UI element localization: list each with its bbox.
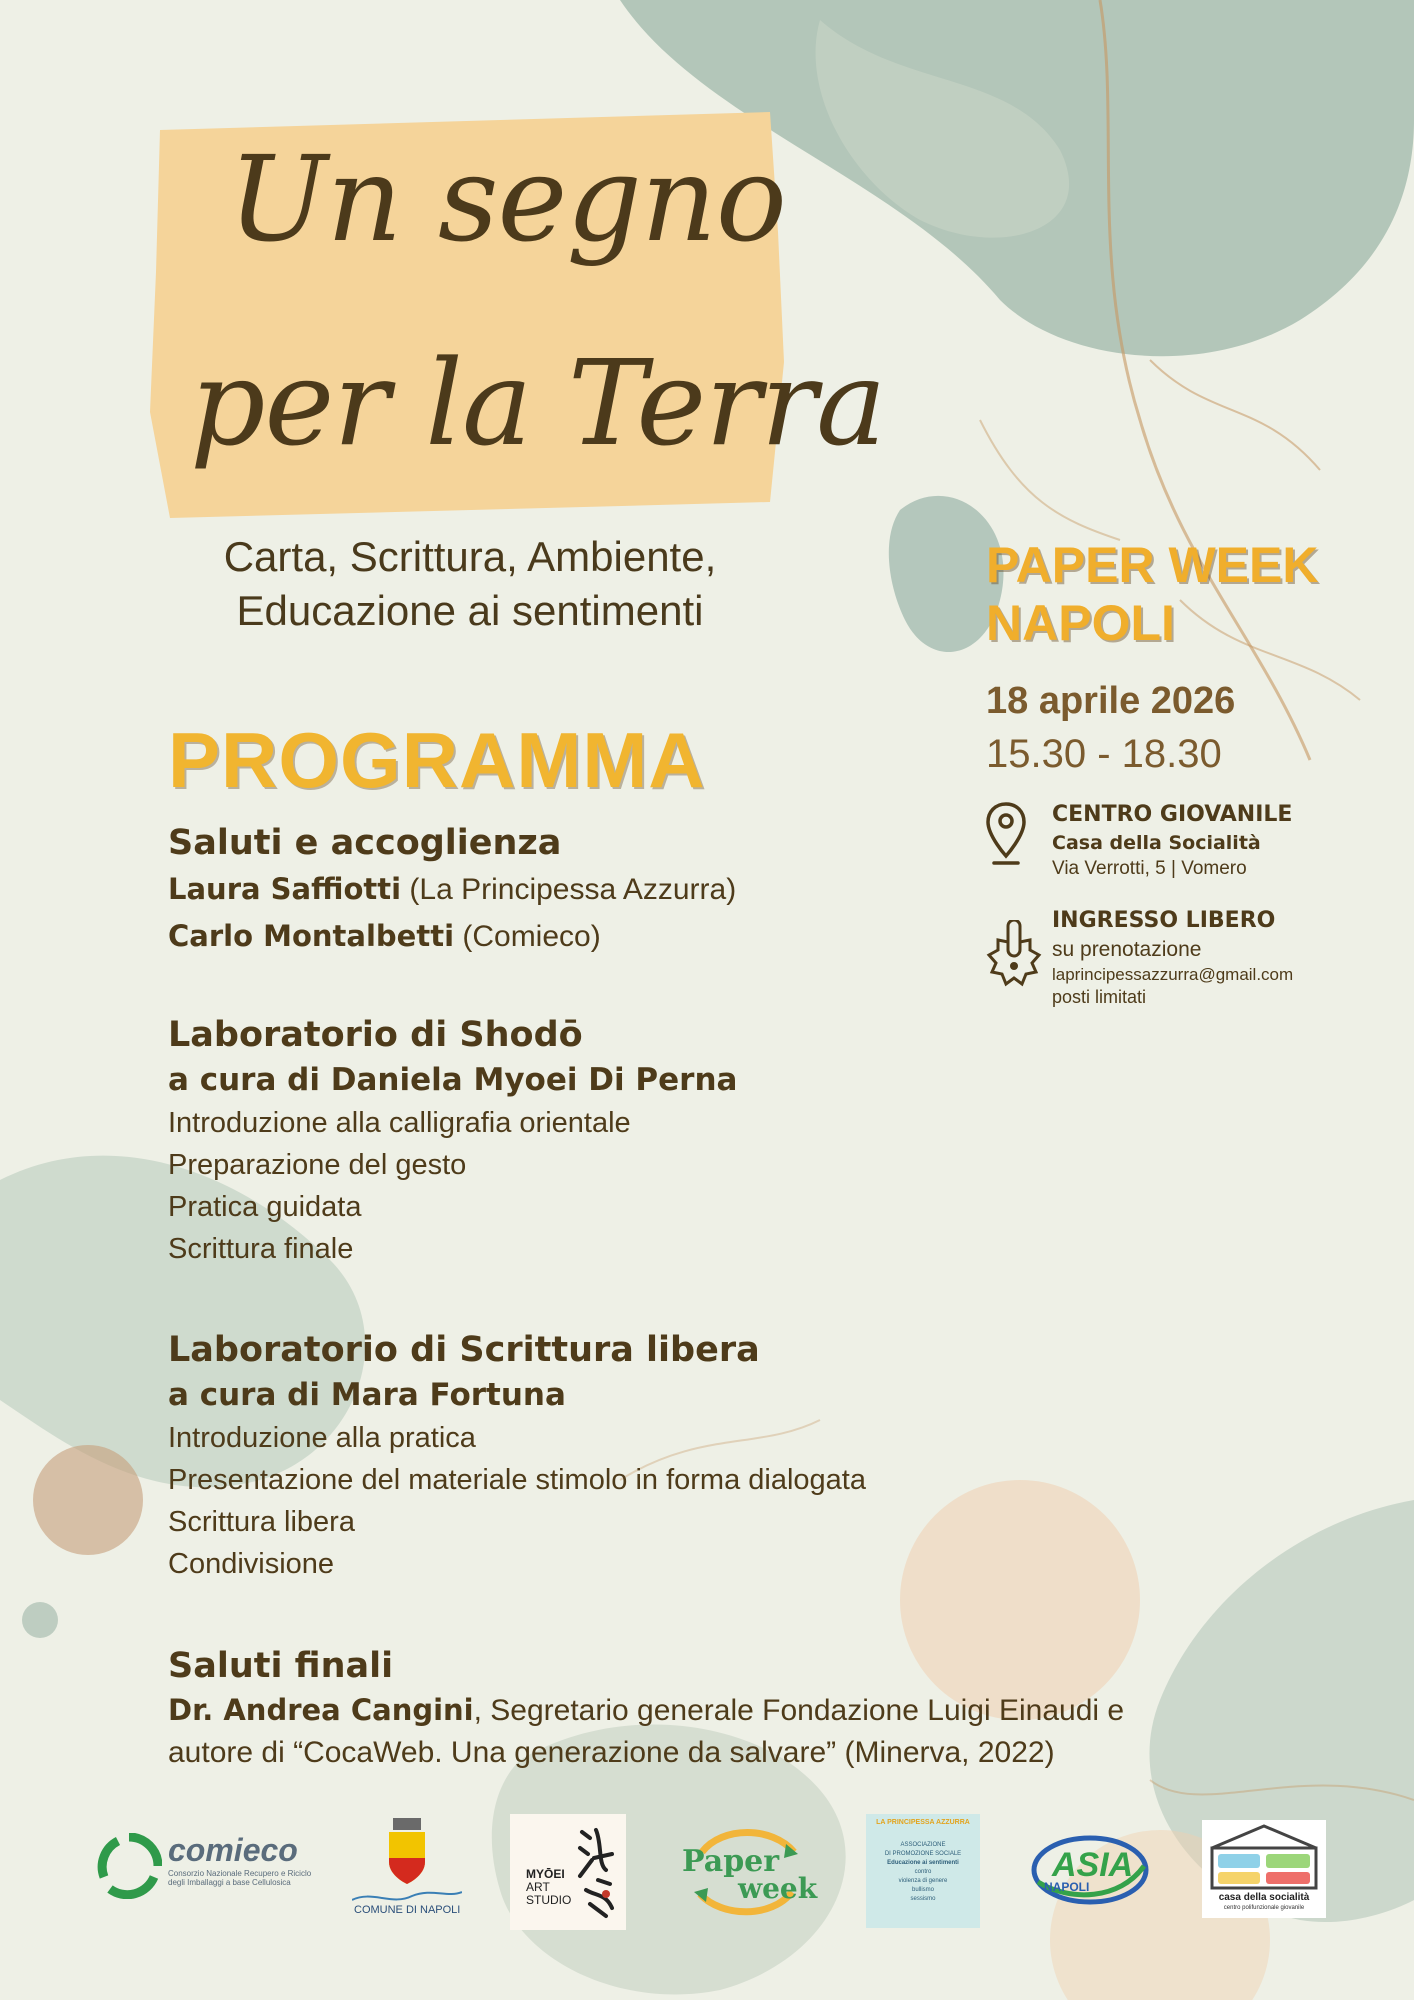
closing-speaker: Dr. Andrea Cangini — [168, 1693, 474, 1727]
principessa-line: contro — [914, 1869, 932, 1875]
myoei-line-1: MYŌEI — [526, 1867, 565, 1881]
entry-email: laprincipessazzurra@gmail.com — [1052, 965, 1294, 984]
subtitle-line-1: Carta, Scrittura, Ambiente, — [223, 533, 717, 580]
comieco-sub-1: Consorzio Nazionale Recupero e Riciclo — [168, 1869, 312, 1878]
casa-sub: centro polifunzionale giovanile — [1223, 1905, 1305, 1911]
paper-week-line-1: Paper — [682, 1844, 780, 1879]
speaker-name: Carlo Montalbetti — [168, 919, 455, 953]
location-address: Via Verrotti, 5 | Vomero — [1052, 858, 1247, 879]
principessa-title: LA PRINCIPESSA AZZURRA — [876, 1819, 970, 1826]
entry-note: su prenotazione — [1052, 938, 1202, 961]
shodo-curator: a cura di Daniela Myoei Di Perna — [168, 1062, 738, 1098]
speaker-row — [168, 866, 736, 913]
asia-napoli-logo — [1030, 1830, 1150, 1912]
event-name-line-1: PAPER WEEK — [986, 537, 1319, 593]
speaker-org: (Comieco) — [454, 920, 601, 953]
myoei-line-3: STUDIO — [526, 1893, 572, 1907]
closing-text-2: autore di “CocaWeb. Una generazione da salvare” (Minerva, 2022) — [168, 1736, 1055, 1769]
casa-name: casa della socialità — [1218, 1892, 1310, 1903]
comieco-logo — [96, 1826, 312, 1906]
speaker-name: Laura Saffiotti — [168, 872, 402, 906]
principessa-azzurra-logo — [866, 1814, 980, 1928]
closing-title: Saluti finali — [168, 1646, 394, 1686]
entry-limit: posti limitati — [1052, 987, 1147, 1007]
paper-week-logo — [672, 1822, 818, 1922]
list-item: Condivisione — [168, 1548, 335, 1580]
event-time: 15.30 - 18.30 — [986, 732, 1222, 776]
city-crest-icon — [385, 1818, 429, 1888]
calligraphy-icon — [576, 1824, 616, 1920]
list-item: Preparazione del gesto — [168, 1149, 467, 1181]
list-item: Scrittura finale — [168, 1233, 354, 1265]
closing-text — [168, 1689, 1208, 1774]
title-line-1: Un segno — [228, 130, 786, 268]
myoei-logo — [510, 1814, 626, 1930]
principessa-line: bullismo — [911, 1887, 934, 1893]
comieco-sub-2: degli Imballaggi a base Cellulosica — [168, 1878, 291, 1887]
speaker-row — [168, 913, 736, 960]
title-line-2: per la Terra — [190, 334, 886, 472]
house-icon — [1202, 1820, 1326, 1890]
shodo-section — [168, 1012, 737, 1270]
casa-socialita-logo — [1202, 1820, 1326, 1918]
principessa-line: ASSOCIAZIONE — [900, 1842, 946, 1848]
event-name — [986, 536, 1318, 652]
event-date: 18 aprile 2026 — [986, 680, 1236, 722]
comieco-name: comieco — [168, 1832, 298, 1868]
welcome-title: Saluti e accoglienza — [168, 823, 562, 863]
writing-curator: a cura di Mara Fortuna — [168, 1377, 566, 1413]
principessa-line: sessismo — [910, 1896, 936, 1902]
list-item: Introduzione alla pratica — [168, 1422, 476, 1454]
title-block — [150, 112, 886, 518]
principessa-line: Educazione ai sentimenti — [887, 1860, 959, 1866]
alert-badge-icon — [984, 920, 1044, 990]
closing-text-1: , Segretario generale Fondazione Luigi Einaudi e — [473, 1694, 1125, 1727]
comune-napoli-logo — [352, 1818, 462, 1918]
comune-napoli-name: COMUNE DI NAPOLI — [354, 1904, 461, 1916]
recycle-icon — [96, 1833, 162, 1899]
list-item: Pratica guidata — [168, 1191, 362, 1223]
writing-title: Laboratorio di Scrittura libera — [168, 1330, 760, 1370]
location-name: CENTRO GIOVANILE — [1052, 802, 1293, 827]
myoei-line-2: ART — [526, 1880, 550, 1894]
wave-icon — [352, 1886, 462, 1906]
writing-section — [168, 1327, 866, 1585]
event-name-line-2: NAPOLI — [986, 595, 1175, 651]
speaker-org: (La Principessa Azzurra) — [401, 873, 737, 906]
list-item: Presentazione del materiale stimolo in forma dialogata — [168, 1464, 866, 1496]
asia-sub: NAPOLI — [1044, 1880, 1090, 1894]
asia-name: ASIA — [1052, 1846, 1134, 1884]
list-item: Introduzione alla calligrafia orientale — [168, 1107, 631, 1139]
principessa-line: violenza di genere — [898, 1878, 948, 1884]
programma-heading: PROGRAMMA — [168, 716, 706, 804]
list-item: Scrittura libera — [168, 1506, 355, 1538]
subtitle-line-2: Educazione ai sentimenti — [236, 587, 704, 634]
entry-title: INGRESSO LIBERO — [1052, 908, 1276, 933]
paper-week-line-2: week — [738, 1872, 818, 1905]
map-pin-icon — [984, 800, 1028, 868]
welcome-section — [168, 820, 736, 960]
shodo-title: Laboratorio di Shodō — [168, 1015, 583, 1055]
principessa-line: DI PROMOZIONE SOCIALE — [884, 1851, 962, 1857]
subtitle — [150, 530, 790, 638]
location-venue: Casa della Socialità — [1052, 832, 1261, 854]
closing-section — [168, 1643, 1208, 1774]
